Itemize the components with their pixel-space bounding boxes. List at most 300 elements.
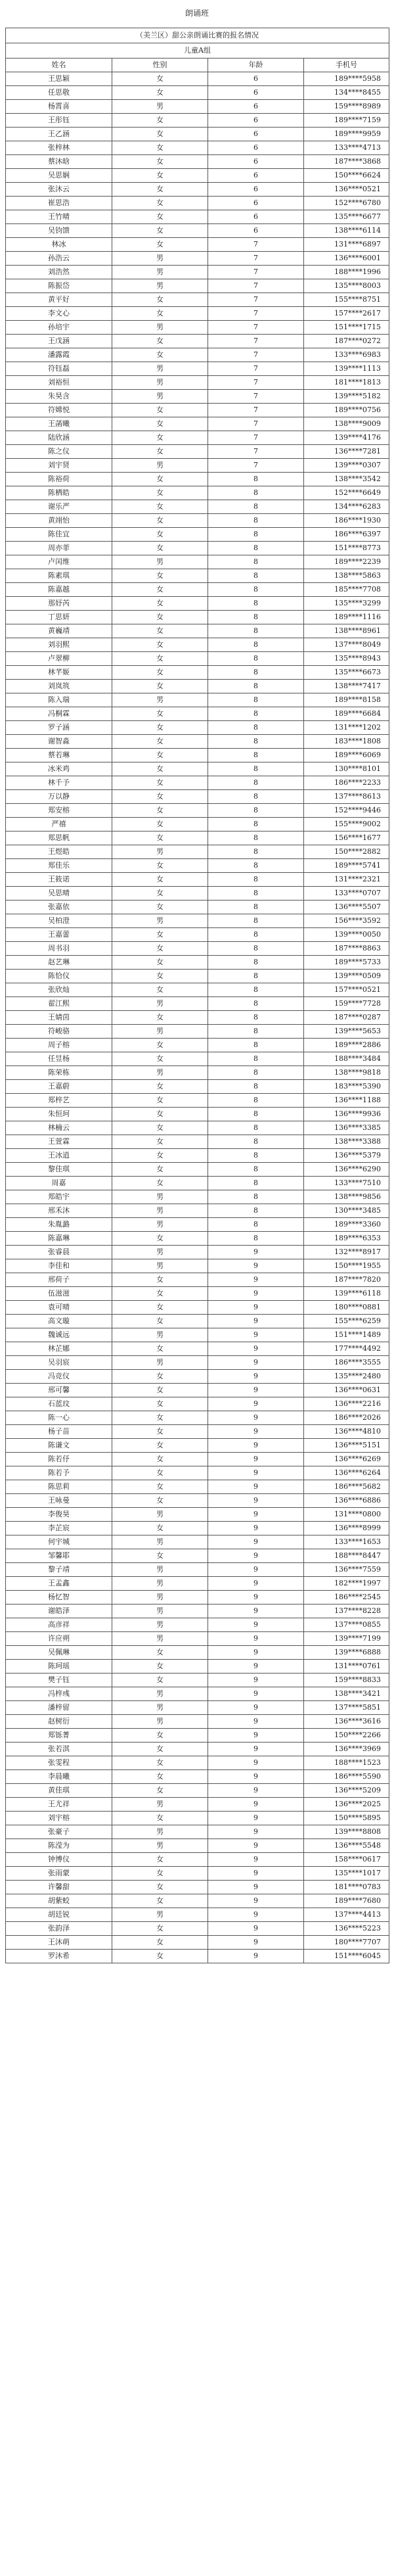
table-row xyxy=(6,1674,389,1687)
cell-gender: 女 xyxy=(112,1397,208,1411)
table-row xyxy=(6,707,389,721)
cell-phone: 151****1715 xyxy=(304,321,389,335)
cell-name: 张韵泽 xyxy=(6,1922,112,1936)
cell-name: 黎子靖 xyxy=(6,1563,112,1577)
cell-age: 7 xyxy=(208,404,304,417)
cell-gender: 男 xyxy=(112,1066,208,1080)
cell-name: 卢闰维 xyxy=(6,555,112,569)
cell-phone: 136****8999 xyxy=(304,1522,389,1535)
header-age: 年龄 xyxy=(208,59,304,72)
cell-age: 8 xyxy=(208,928,304,942)
cell-age: 9 xyxy=(208,1743,304,1756)
cell-name: 王孟鑫 xyxy=(6,1577,112,1591)
cell-age: 8 xyxy=(208,831,304,845)
cell-name: 陈栖皓 xyxy=(6,486,112,500)
cell-age: 8 xyxy=(208,804,304,818)
table-row xyxy=(6,638,389,652)
cell-name: 王戊涵 xyxy=(6,335,112,348)
cell-name: 邹馨耶 xyxy=(6,1549,112,1563)
cell-age: 7 xyxy=(208,279,304,293)
cell-phone: 135****8943 xyxy=(304,652,389,666)
table-row xyxy=(6,500,389,514)
table-row xyxy=(6,1522,389,1535)
cell-age: 8 xyxy=(208,873,304,887)
cell-phone: 139****5653 xyxy=(304,1025,389,1039)
cell-age: 8 xyxy=(208,818,304,831)
cell-phone: 155****8751 xyxy=(304,293,389,307)
table-row xyxy=(6,1770,389,1784)
table-row xyxy=(6,873,389,887)
cell-age: 9 xyxy=(208,1674,304,1687)
cell-phone: 188****3484 xyxy=(304,1052,389,1066)
cell-gender: 男 xyxy=(112,1259,208,1273)
cell-name: 陈思莉 xyxy=(6,1480,112,1494)
cell-name: 黄佳琪 xyxy=(6,1784,112,1798)
cell-name: 王乙涵 xyxy=(6,128,112,141)
table-row xyxy=(6,210,389,224)
cell-age: 9 xyxy=(208,1535,304,1549)
cell-age: 8 xyxy=(208,901,304,914)
cell-name: 杨霄喜 xyxy=(6,100,112,114)
table-row xyxy=(6,362,389,376)
table-row xyxy=(6,914,389,928)
table-row xyxy=(6,266,389,279)
cell-gender: 女 xyxy=(112,293,208,307)
cell-gender: 女 xyxy=(112,1439,208,1453)
cell-phone: 137****4413 xyxy=(304,1908,389,1922)
cell-age: 8 xyxy=(208,542,304,555)
cell-age: 9 xyxy=(208,1839,304,1853)
cell-name: 李佳和 xyxy=(6,1259,112,1273)
cell-name: 周嘉 xyxy=(6,1177,112,1190)
cell-gender: 女 xyxy=(112,873,208,887)
table-row xyxy=(6,1108,389,1121)
cell-gender: 男 xyxy=(112,1328,208,1342)
cell-gender: 女 xyxy=(112,1881,208,1894)
cell-phone: 189****2239 xyxy=(304,555,389,569)
cell-name: 陈滢为 xyxy=(6,1839,112,1853)
table-row xyxy=(6,693,389,707)
cell-phone: 135****6673 xyxy=(304,666,389,680)
table-row xyxy=(6,1121,389,1135)
cell-name: 张欣灿 xyxy=(6,983,112,997)
cell-age: 6 xyxy=(208,128,304,141)
table-row xyxy=(6,514,389,528)
cell-phone: 136****6290 xyxy=(304,1163,389,1177)
table-row xyxy=(6,1066,389,1080)
cell-phone: 188****8447 xyxy=(304,1549,389,1563)
cell-name: 王沐萌 xyxy=(6,1936,112,1950)
cell-age: 8 xyxy=(208,845,304,859)
cell-age: 8 xyxy=(208,859,304,873)
cell-name: 邢荷子 xyxy=(6,1273,112,1287)
cell-phone: 181****1813 xyxy=(304,376,389,390)
cell-phone: 135****8003 xyxy=(304,279,389,293)
table-row xyxy=(6,1411,389,1425)
cell-name: 王萱霖 xyxy=(6,1135,112,1149)
table-row xyxy=(6,1508,389,1522)
cell-gender: 女 xyxy=(112,528,208,542)
table-row xyxy=(6,141,389,155)
cell-phone: 189****5733 xyxy=(304,956,389,970)
cell-age: 8 xyxy=(208,790,304,804)
cell-name: 张豪子 xyxy=(6,1825,112,1839)
registration-table xyxy=(5,28,389,1963)
table-row xyxy=(6,1439,389,1453)
cell-gender: 男 xyxy=(112,1577,208,1591)
cell-gender: 女 xyxy=(112,859,208,873)
cell-name: 吴佩琳 xyxy=(6,1646,112,1660)
table-row xyxy=(6,335,389,348)
cell-gender: 女 xyxy=(112,721,208,735)
cell-age: 6 xyxy=(208,197,304,210)
cell-gender: 女 xyxy=(112,1453,208,1466)
cell-phone: 138****9818 xyxy=(304,1066,389,1080)
cell-age: 8 xyxy=(208,983,304,997)
cell-age: 9 xyxy=(208,1853,304,1867)
table-row xyxy=(6,417,389,431)
cell-age: 8 xyxy=(208,500,304,514)
cell-age: 8 xyxy=(208,514,304,528)
cell-phone: 138****7417 xyxy=(304,680,389,693)
cell-phone: 134****6283 xyxy=(304,500,389,514)
table-row xyxy=(6,1894,389,1908)
cell-gender: 男 xyxy=(112,1618,208,1632)
cell-phone: 186****6397 xyxy=(304,528,389,542)
cell-age: 8 xyxy=(208,721,304,735)
cell-gender: 女 xyxy=(112,804,208,818)
cell-phone: 188****1996 xyxy=(304,266,389,279)
cell-name: 陈振岱 xyxy=(6,279,112,293)
cell-age: 7 xyxy=(208,362,304,376)
cell-gender: 女 xyxy=(112,1052,208,1066)
table-row xyxy=(6,1149,389,1163)
cell-name: 谢智淼 xyxy=(6,735,112,749)
cell-phone: 133****7510 xyxy=(304,1177,389,1190)
cell-age: 9 xyxy=(208,1494,304,1508)
cell-gender: 男 xyxy=(112,321,208,335)
cell-phone: 186****3555 xyxy=(304,1356,389,1370)
cell-age: 9 xyxy=(208,1370,304,1384)
cell-age: 8 xyxy=(208,1135,304,1149)
cell-name: 陈入瑞 xyxy=(6,693,112,707)
cell-gender: 男 xyxy=(112,390,208,404)
cell-gender: 女 xyxy=(112,1743,208,1756)
cell-gender: 男 xyxy=(112,1204,208,1218)
cell-age: 7 xyxy=(208,293,304,307)
cell-gender: 女 xyxy=(112,818,208,831)
cell-gender: 女 xyxy=(112,749,208,762)
cell-age: 9 xyxy=(208,1867,304,1881)
cell-age: 6 xyxy=(208,114,304,128)
cell-phone: 136****5151 xyxy=(304,1439,389,1453)
table-row xyxy=(6,1384,389,1397)
table-row xyxy=(6,1701,389,1715)
cell-age: 8 xyxy=(208,1218,304,1232)
table-row xyxy=(6,1618,389,1632)
cell-phone: 136****6269 xyxy=(304,1453,389,1466)
table-body xyxy=(6,28,389,1963)
table-row xyxy=(6,1825,389,1839)
cell-name: 王尤祥 xyxy=(6,1798,112,1812)
cell-phone: 189****6684 xyxy=(304,707,389,721)
cell-age: 9 xyxy=(208,1273,304,1287)
cell-phone: 189****6069 xyxy=(304,749,389,762)
table-row xyxy=(6,735,389,749)
cell-name: 刘羽熙 xyxy=(6,638,112,652)
cell-name: 罗子涵 xyxy=(6,721,112,735)
table-row xyxy=(6,100,389,114)
cell-phone: 138****6114 xyxy=(304,224,389,238)
cell-phone: 150****2882 xyxy=(304,845,389,859)
cell-age: 8 xyxy=(208,707,304,721)
cell-phone: 186****5682 xyxy=(304,1480,389,1494)
table-row xyxy=(6,1287,389,1301)
cell-phone: 159****8989 xyxy=(304,100,389,114)
cell-gender: 女 xyxy=(112,624,208,638)
table-row xyxy=(6,666,389,680)
cell-gender: 女 xyxy=(112,335,208,348)
cell-phone: 189****6353 xyxy=(304,1232,389,1246)
cell-age: 9 xyxy=(208,1770,304,1784)
cell-age: 7 xyxy=(208,431,304,445)
cell-name: 刘宇贤 xyxy=(6,459,112,473)
table-row xyxy=(6,376,389,390)
cell-name: 赵艺琳 xyxy=(6,956,112,970)
cell-gender: 男 xyxy=(112,693,208,707)
table-row xyxy=(6,956,389,970)
cell-phone: 152****6780 xyxy=(304,197,389,210)
cell-phone: 181****0783 xyxy=(304,1881,389,1894)
cell-name: 杨子苗 xyxy=(6,1425,112,1439)
cell-gender: 女 xyxy=(112,1094,208,1108)
header-row xyxy=(6,59,389,72)
cell-gender: 女 xyxy=(112,1674,208,1687)
cell-name: 陈荣栋 xyxy=(6,1066,112,1080)
cell-name: 吴柏澄 xyxy=(6,914,112,928)
cell-name: 符钰磊 xyxy=(6,362,112,376)
cell-age: 8 xyxy=(208,1011,304,1025)
cell-gender: 女 xyxy=(112,901,208,914)
cell-gender: 女 xyxy=(112,831,208,845)
cell-age: 7 xyxy=(208,238,304,252)
cell-gender: 女 xyxy=(112,1936,208,1950)
cell-name: 谢皓泽 xyxy=(6,1604,112,1618)
table-row xyxy=(6,583,389,597)
cell-age: 6 xyxy=(208,169,304,183)
cell-age: 8 xyxy=(208,1039,304,1052)
table-row xyxy=(6,1591,389,1604)
cell-name: 石蓝玟 xyxy=(6,1397,112,1411)
cell-name: 郑梓艺 xyxy=(6,1094,112,1108)
cell-gender: 女 xyxy=(112,431,208,445)
cell-phone: 157****2617 xyxy=(304,307,389,321)
cell-name: 任昱杨 xyxy=(6,1052,112,1066)
cell-name: 黄巍靖 xyxy=(6,624,112,638)
cell-phone: 136****4810 xyxy=(304,1425,389,1439)
table-row xyxy=(6,1480,389,1494)
table-row xyxy=(6,1950,389,1963)
cell-name: 陈嘉琳 xyxy=(6,1232,112,1246)
cell-age: 8 xyxy=(208,997,304,1011)
table-row xyxy=(6,1397,389,1411)
cell-phone: 159****8833 xyxy=(304,1674,389,1687)
cell-gender: 女 xyxy=(112,1011,208,1025)
cell-phone: 158****0617 xyxy=(304,1853,389,1867)
table-row xyxy=(6,831,389,845)
cell-gender: 女 xyxy=(112,970,208,983)
cell-phone: 136****5209 xyxy=(304,1784,389,1798)
cell-phone: 187****0272 xyxy=(304,335,389,348)
table-row xyxy=(6,1535,389,1549)
cell-phone: 150****6624 xyxy=(304,169,389,183)
cell-gender: 女 xyxy=(112,1149,208,1163)
table-row xyxy=(6,404,389,417)
cell-phone: 177****4492 xyxy=(304,1342,389,1356)
table-row xyxy=(6,790,389,804)
cell-name: 冯竞仪 xyxy=(6,1370,112,1384)
cell-gender: 女 xyxy=(112,210,208,224)
table-row xyxy=(6,624,389,638)
cell-name: 吴钧馈 xyxy=(6,224,112,238)
cell-age: 6 xyxy=(208,155,304,169)
cell-gender: 女 xyxy=(112,417,208,431)
cell-phone: 139****4176 xyxy=(304,431,389,445)
cell-name: 陈之仪 xyxy=(6,445,112,459)
cell-age: 7 xyxy=(208,417,304,431)
cell-name: 陆欣涵 xyxy=(6,431,112,445)
table-row xyxy=(6,970,389,983)
cell-gender: 女 xyxy=(112,445,208,459)
table-row xyxy=(6,721,389,735)
cell-name: 吴羽宸 xyxy=(6,1356,112,1370)
cell-name: 潘露霞 xyxy=(6,348,112,362)
cell-name: 张沐云 xyxy=(6,183,112,197)
cell-phone: 187****3868 xyxy=(304,155,389,169)
cell-gender: 女 xyxy=(112,1135,208,1149)
cell-age: 9 xyxy=(208,1908,304,1922)
cell-gender: 女 xyxy=(112,1729,208,1743)
table-row xyxy=(6,1812,389,1825)
cell-gender: 女 xyxy=(112,1177,208,1190)
cell-name: 郑思帆 xyxy=(6,831,112,845)
cell-gender: 女 xyxy=(112,1466,208,1480)
table-row xyxy=(6,1881,389,1894)
cell-name: 朱昊含 xyxy=(6,390,112,404)
cell-phone: 189****5958 xyxy=(304,72,389,86)
table-row xyxy=(6,1453,389,1466)
cell-phone: 136****5507 xyxy=(304,901,389,914)
cell-name: 王嘉蔚 xyxy=(6,1080,112,1094)
cell-name: 陈若伃 xyxy=(6,1453,112,1466)
table-row xyxy=(6,1922,389,1936)
cell-phone: 136****0521 xyxy=(304,183,389,197)
table-row xyxy=(6,680,389,693)
cell-gender: 男 xyxy=(112,1908,208,1922)
cell-phone: 150****5895 xyxy=(304,1812,389,1825)
table-row xyxy=(6,942,389,956)
cell-name: 陈恰仪 xyxy=(6,970,112,983)
table-row xyxy=(6,293,389,307)
cell-age: 9 xyxy=(208,1466,304,1480)
cell-name: 陈谦文 xyxy=(6,1439,112,1453)
cell-gender: 女 xyxy=(112,1894,208,1908)
table-row xyxy=(6,1936,389,1950)
cell-name: 符嫦悦 xyxy=(6,404,112,417)
table-row xyxy=(6,1743,389,1756)
cell-gender: 男 xyxy=(112,1632,208,1646)
cell-gender: 女 xyxy=(112,776,208,790)
cell-phone: 188****1523 xyxy=(304,1756,389,1770)
table-row xyxy=(6,555,389,569)
cell-age: 8 xyxy=(208,1080,304,1094)
cell-gender: 女 xyxy=(112,680,208,693)
cell-gender: 女 xyxy=(112,1756,208,1770)
cell-phone: 136****6264 xyxy=(304,1466,389,1480)
table-row xyxy=(6,1563,389,1577)
cell-age: 9 xyxy=(208,1563,304,1577)
cell-name: 邢可馨 xyxy=(6,1384,112,1397)
table-row xyxy=(6,1494,389,1508)
cell-age: 9 xyxy=(208,1687,304,1701)
cell-name: 何宇城 xyxy=(6,1535,112,1549)
cell-name: 李文心 xyxy=(6,307,112,321)
cell-phone: 139****0050 xyxy=(304,928,389,942)
cell-gender: 男 xyxy=(112,1246,208,1259)
cell-gender: 男 xyxy=(112,376,208,390)
cell-phone: 130****3485 xyxy=(304,1204,389,1218)
cell-name: 赵树衍 xyxy=(6,1715,112,1729)
cell-name: 林千予 xyxy=(6,776,112,790)
table-row xyxy=(6,1466,389,1480)
cell-gender: 女 xyxy=(112,1287,208,1301)
cell-age: 8 xyxy=(208,1177,304,1190)
cell-age: 8 xyxy=(208,735,304,749)
cell-age: 6 xyxy=(208,86,304,100)
group-label: 儿童A组 xyxy=(6,43,389,59)
table-row xyxy=(6,845,389,859)
table-row xyxy=(6,1646,389,1660)
cell-name: 崔思浩 xyxy=(6,197,112,210)
cell-age: 9 xyxy=(208,1646,304,1660)
cell-gender: 女 xyxy=(112,72,208,86)
table-row xyxy=(6,1052,389,1066)
cell-age: 9 xyxy=(208,1660,304,1674)
cell-gender: 女 xyxy=(112,983,208,997)
cell-age: 8 xyxy=(208,680,304,693)
cell-age: 9 xyxy=(208,1825,304,1839)
cell-gender: 女 xyxy=(112,1425,208,1439)
table-row xyxy=(6,1259,389,1273)
cell-phone: 135****6677 xyxy=(304,210,389,224)
cell-gender: 女 xyxy=(112,956,208,970)
table-row xyxy=(6,818,389,831)
table-row xyxy=(6,1232,389,1246)
cell-age: 8 xyxy=(208,1025,304,1039)
cell-age: 8 xyxy=(208,956,304,970)
cell-name: 陈佳宜 xyxy=(6,528,112,542)
table-row xyxy=(6,1425,389,1439)
cell-name: 王咏曼 xyxy=(6,1494,112,1508)
cell-gender: 女 xyxy=(112,942,208,956)
cell-name: 钟博仪 xyxy=(6,1853,112,1867)
cell-age: 8 xyxy=(208,1066,304,1080)
header-name: 姓名 xyxy=(6,59,112,72)
cell-name: 卢翠柳 xyxy=(6,652,112,666)
cell-name: 陈珂瑶 xyxy=(6,1660,112,1674)
cell-age: 9 xyxy=(208,1632,304,1646)
cell-gender: 女 xyxy=(112,114,208,128)
